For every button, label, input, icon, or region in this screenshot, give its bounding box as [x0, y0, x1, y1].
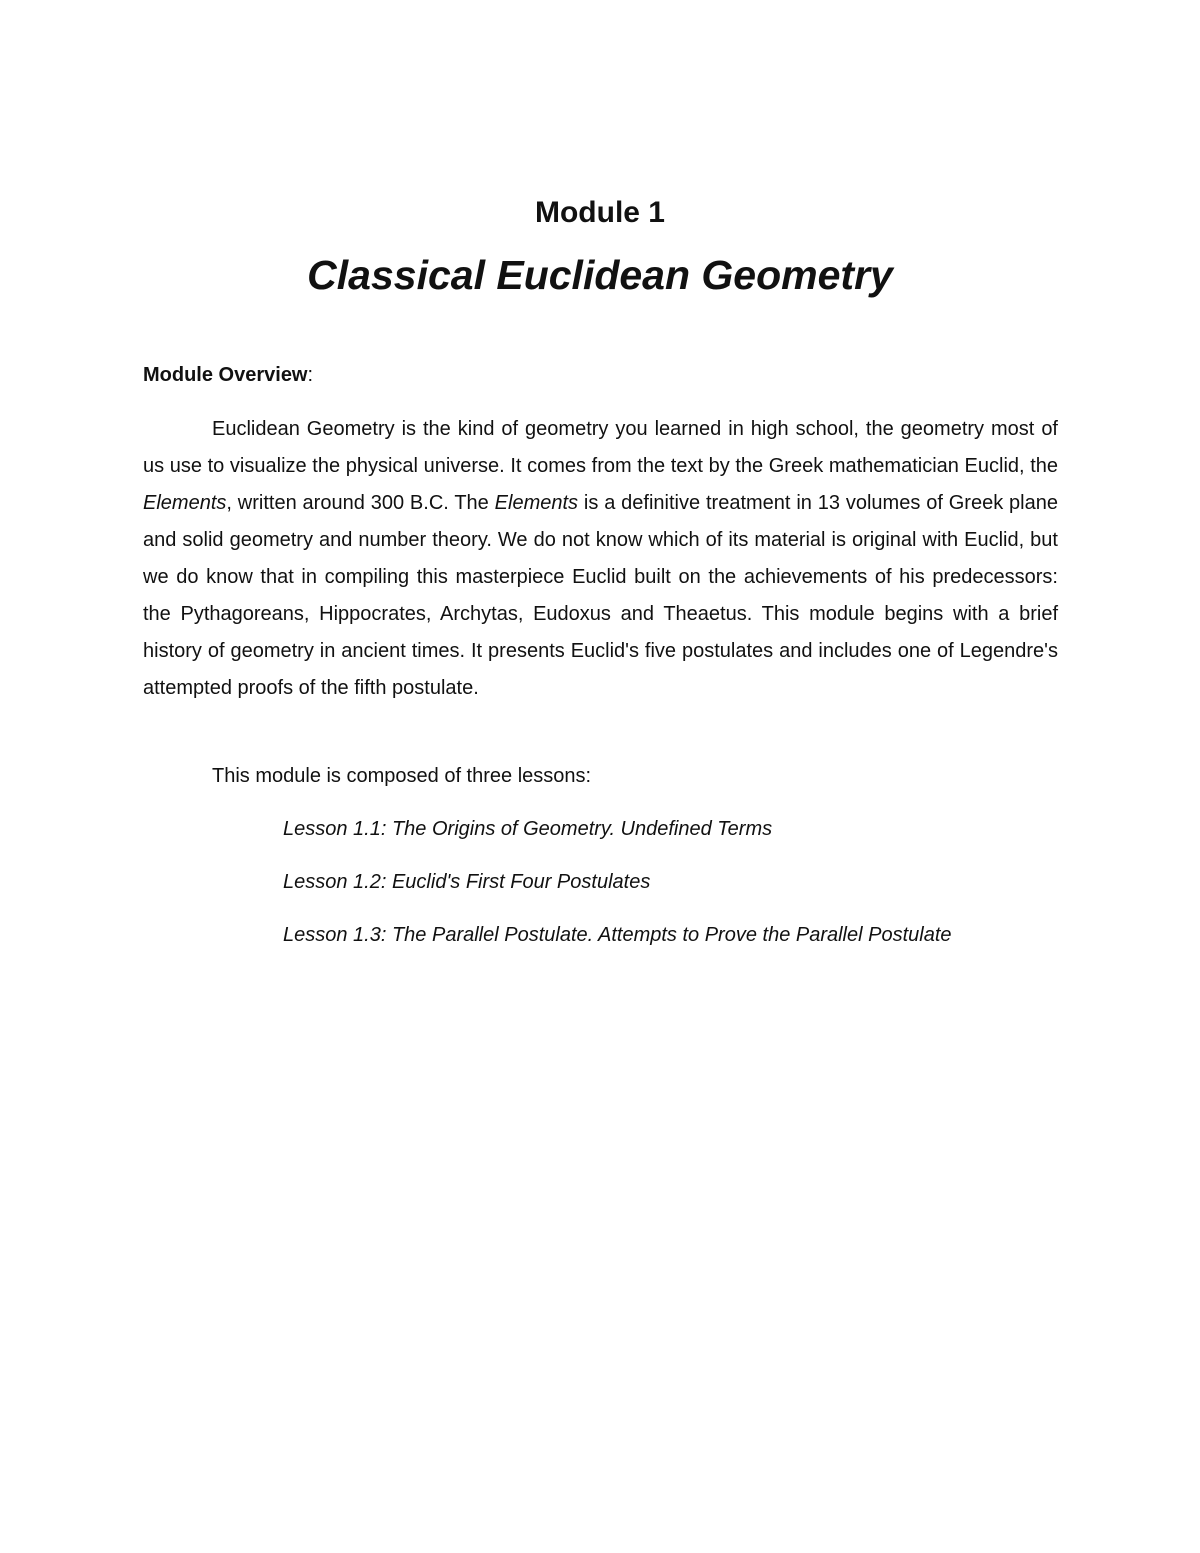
overview-heading	[143, 361, 313, 389]
lesson-item-1: Lesson 1.1: The Origins of Geometry. Undefined Terms	[283, 818, 773, 840]
module-number: Module 1	[534, 196, 665, 229]
overview-text-part1: Euclidean Geometry is the kind of geometry you learned in high school, the geometry most of us use to visualize the physical universe. It comes from the text by the Greek mathematician Euclid, the	[143, 418, 1058, 477]
lesson-item-2: Lesson 1.2: Euclid's First Four Postulates	[283, 871, 651, 893]
overview-text-part3: is a definitive treatment in 13 volumes of Greek plane and solid geometry and number theory. We do not know which of its material is original with Euclid, but we do know that in compiling this masterpiece Euclid built on the achievements of his predecessors: the Pythagoreans, Hippocrates, Archytas, Eudoxus and Theaetus. This module begins with a brief history of geometry in ancient times. It presents Euclid's five postulates and includes one of Legendre's attempted proofs of the fifth postulate.	[143, 492, 1058, 699]
overview-heading-label: Module Overview	[143, 364, 308, 386]
overview-paragraph	[143, 411, 1058, 707]
elements-title-1: Elements	[143, 492, 227, 514]
elements-title-2: Elements	[494, 492, 579, 514]
lesson-item-3: Lesson 1.3: The Parallel Postulate. Attempts to Prove the Parallel Postulate	[283, 924, 952, 946]
overview-text-part2: , written around 300 B.C. The	[226, 492, 495, 514]
overview-heading-colon: :	[307, 364, 314, 386]
lessons-intro: This module is composed of three lessons:	[212, 765, 592, 787]
module-title: Classical Euclidean Geometry	[307, 252, 893, 298]
